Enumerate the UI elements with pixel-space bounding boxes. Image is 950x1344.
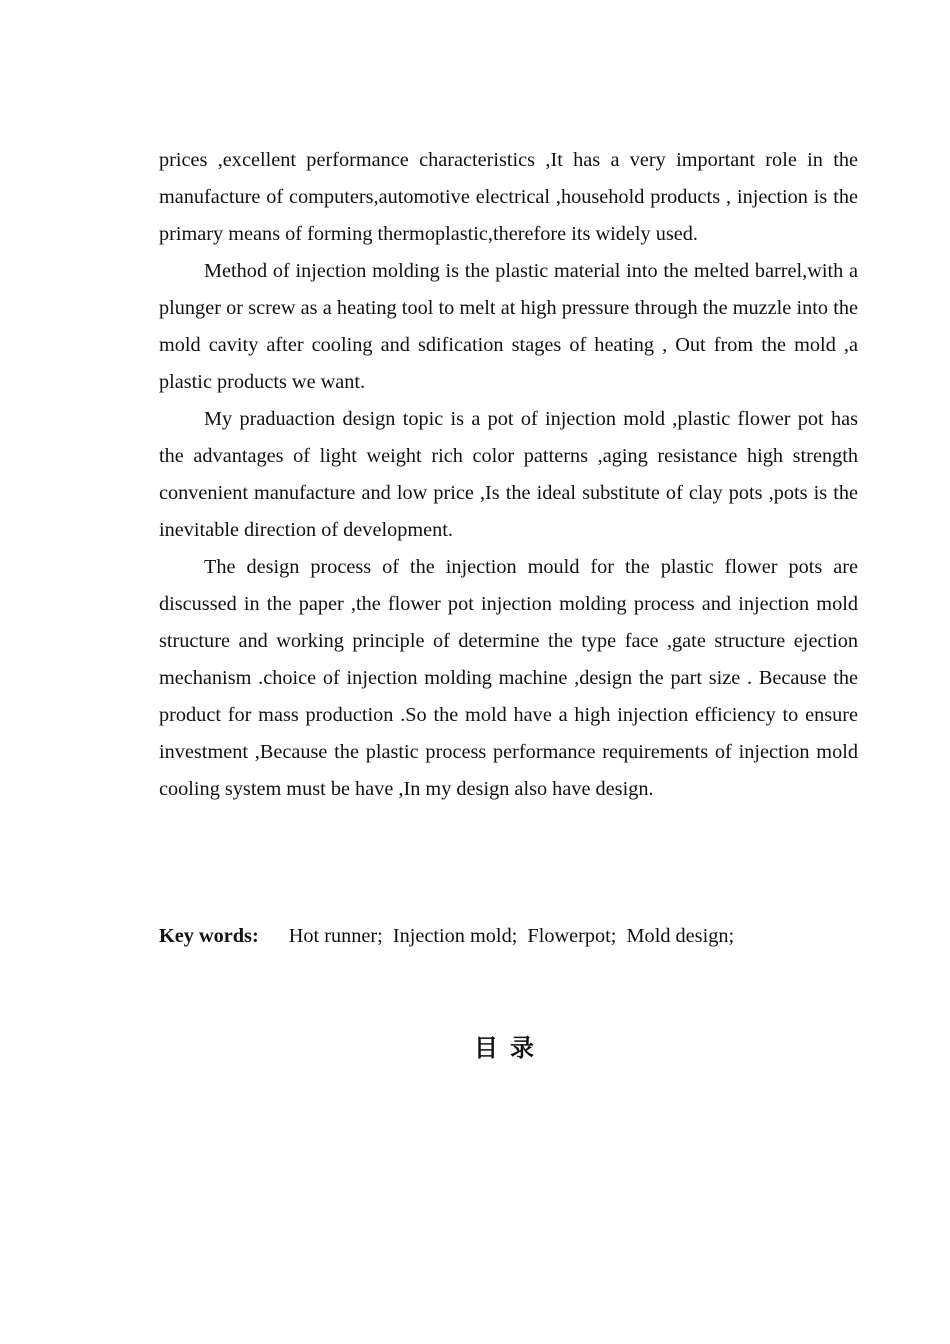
table-of-contents-title: 目录 bbox=[474, 1034, 546, 1062]
keywords-line bbox=[159, 918, 858, 955]
abstract-body bbox=[159, 142, 858, 808]
keywords-label: Key words: bbox=[159, 925, 259, 947]
abstract-paragraph-method: Method of injection molding is the plastic material into the melted barrel,with a plunger or screw as a heating tool to melt at high pressure through the muzzle into the mold cavity after cooling and sdification stages of heating , Out from the mold ,a plastic products we want. bbox=[159, 260, 858, 393]
keyword-item: Mold design; bbox=[626, 925, 735, 947]
keyword-item: Injection mold; bbox=[392, 925, 518, 947]
abstract-paragraph-topic: My praduaction design topic is a pot of injection mold ,plastic flower pot has the advantages of light weight rich color patterns ,aging resistance high strength convenient manufacture and low price ,Is the ideal substitute of clay pots ,pots is the inevitable direction of development. bbox=[159, 408, 858, 541]
keyword-item: Hot runner; bbox=[288, 925, 383, 947]
keyword-item: Flowerpot; bbox=[527, 925, 617, 947]
abstract-paragraph-continued: prices ,excellent performance characteristics ,It has a very important role in the manufacture of computers,automotive electrical ,household products , injection is the primary means of forming thermoplastic,therefore its widely used. bbox=[159, 149, 858, 245]
abstract-paragraph-process: The design process of the injection mould for the plastic flower pots are discussed in the paper ,the flower pot injection molding process and injection mold structure and working principle of determine the type face ,gate structure ejection mechanism .choice of injection molding machine ,design the part size . Because the product for mass production .So the mold have a high injection efficiency to ensure investment ,Because the plastic process performance requirements of injection mold cooling system must be have ,In my design also have design. bbox=[159, 556, 858, 800]
